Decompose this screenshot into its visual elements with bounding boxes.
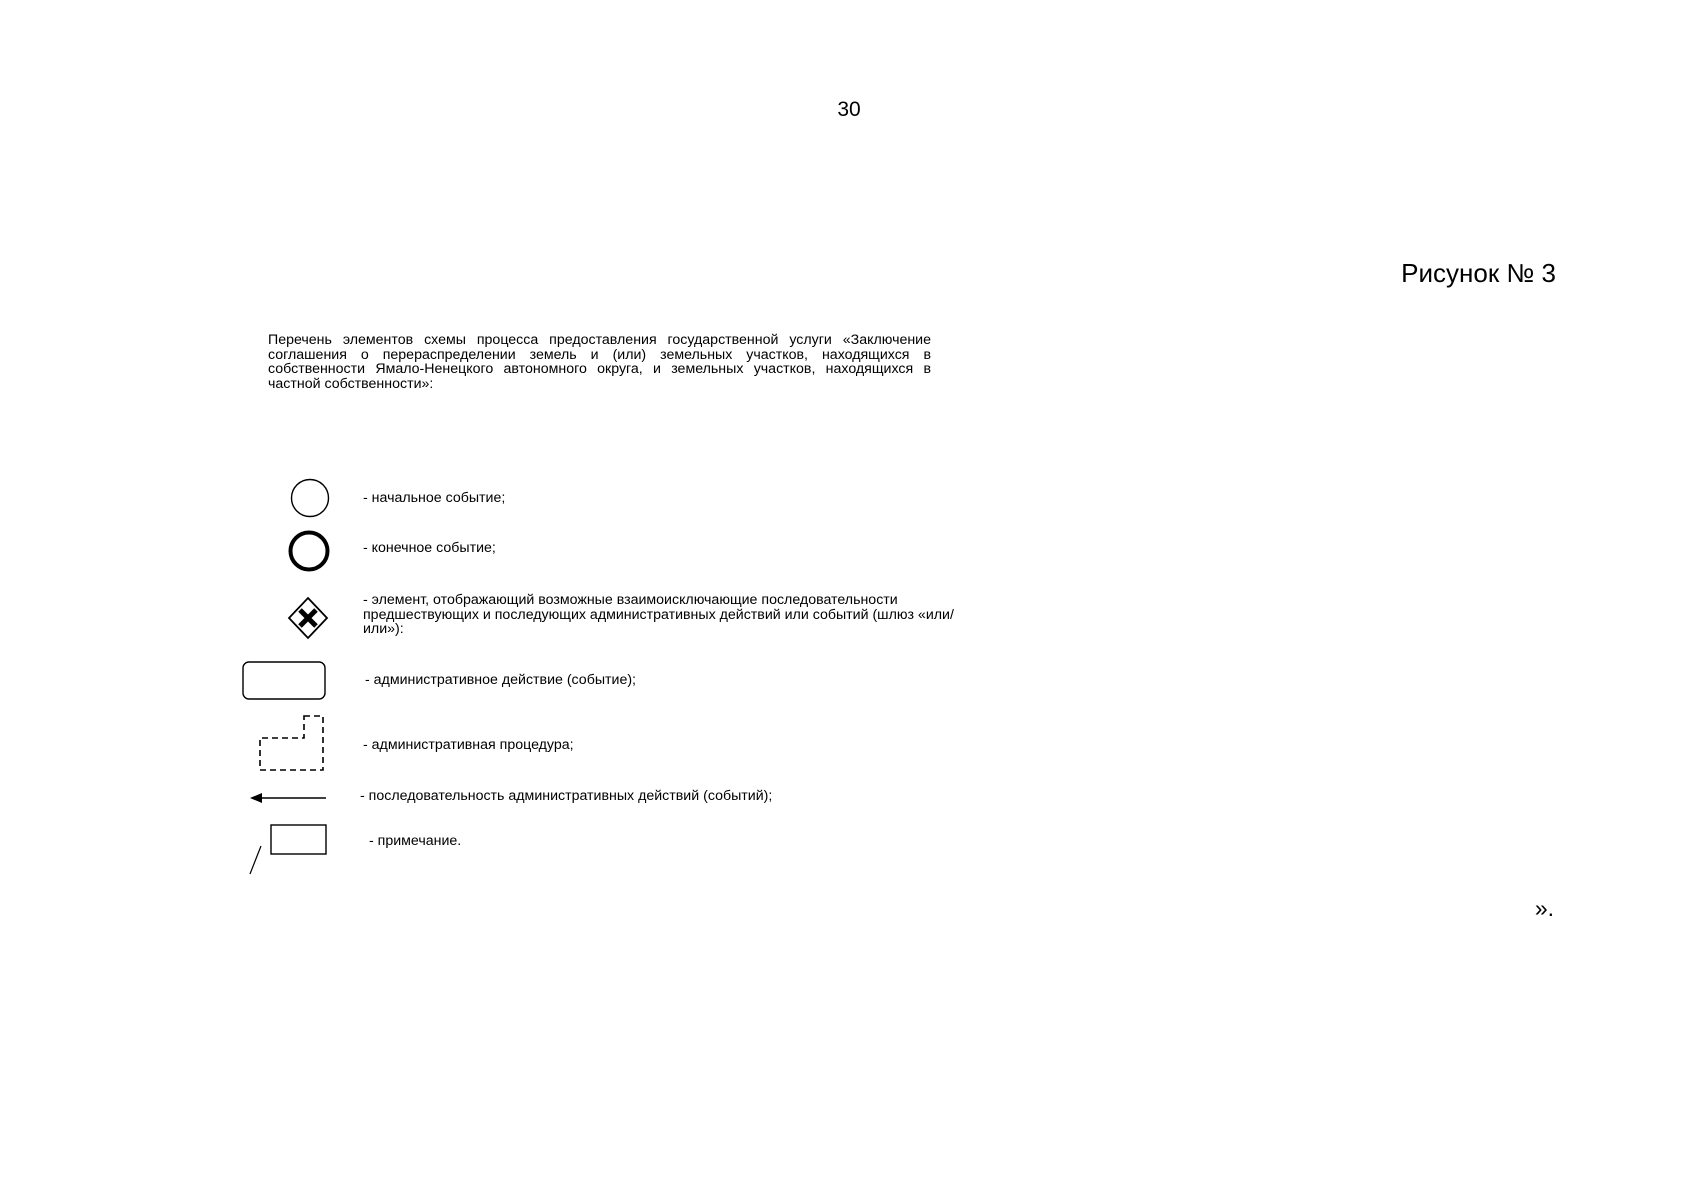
legend-item-task: - административное действие (событие); bbox=[365, 672, 637, 688]
legend-item-start-event: - начальное событие; bbox=[363, 490, 506, 506]
closing-quote: ». bbox=[1534, 895, 1554, 921]
legend-item-subprocess: - административная процедура; bbox=[363, 737, 574, 753]
page-number: 30 bbox=[837, 98, 861, 121]
sequence-arrow-icon bbox=[250, 791, 328, 805]
figure-label: Рисунок № 3 bbox=[1401, 258, 1556, 288]
legend-item-gateway: - элемент, отображающий возможные взаимоисключающие последовательности предшествующих и последующих административных действий или событий (шлюз «или/или»): bbox=[363, 592, 954, 638]
legend-item-end-event: - конечное событие; bbox=[363, 540, 496, 556]
start-event-icon bbox=[290, 478, 330, 518]
task-icon bbox=[242, 661, 326, 701]
legend-item-annotation: - примечание. bbox=[369, 833, 462, 849]
legend-item-sequence: - последовательность административных действий (событий); bbox=[360, 788, 773, 804]
intro-paragraph: Перечень элементов схемы процесса предоставления государственной услуги «Заключение соглашения о перераспределении земель и (или) земельных участков, находящихся в собственности Ямало-Ненецкого автономного округа, и земельных участков, находящихся в частной собственности»: bbox=[268, 332, 931, 392]
end-event-icon bbox=[288, 530, 332, 574]
exclusive-gateway-icon bbox=[287, 597, 329, 639]
subprocess-icon bbox=[258, 714, 326, 772]
annotation-icon bbox=[248, 824, 328, 876]
